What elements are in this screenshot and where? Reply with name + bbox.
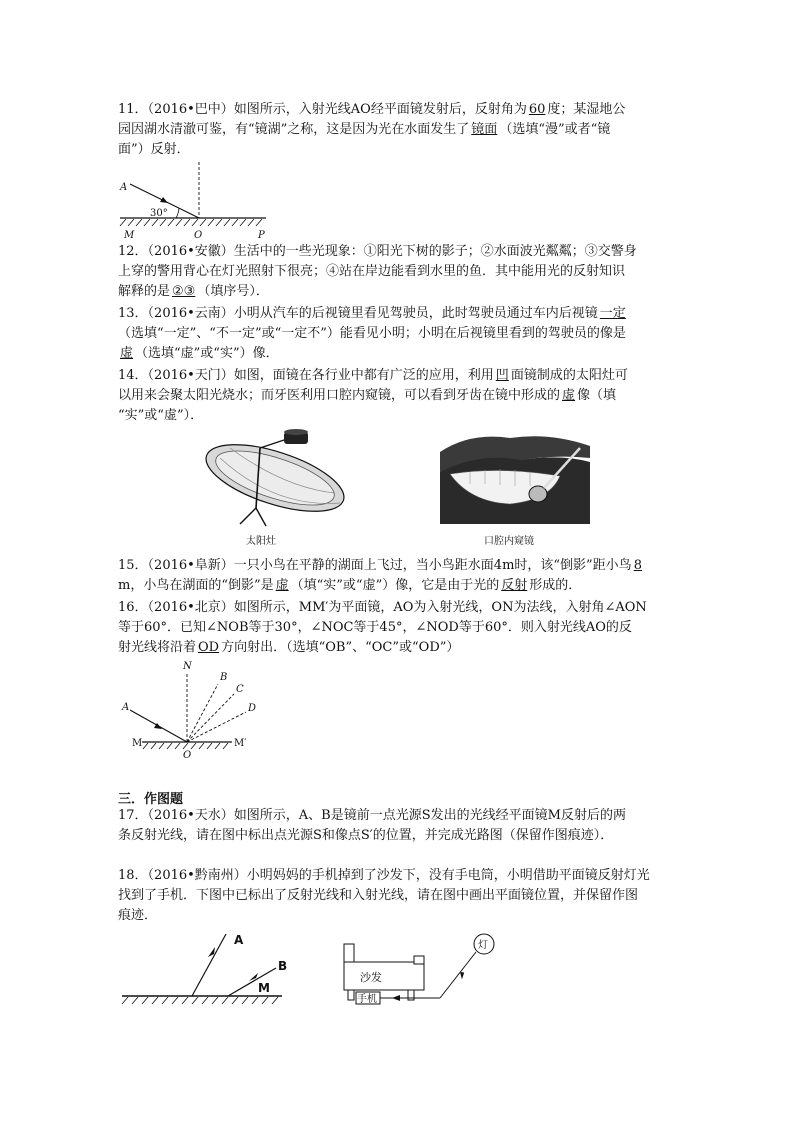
q13-line-1	[118, 306, 628, 322]
q12-text: 上穿的警用背心在灯光照射下很亮；④站在岸边能看到水里的鱼．其中能用光的反射知识	[118, 264, 626, 279]
q11-label-p: P	[258, 230, 265, 241]
q15-text: 形成的．	[529, 578, 582, 593]
q16-line-1	[118, 600, 647, 616]
q18-line-1	[118, 868, 650, 884]
q14-answer-1: 凹	[495, 368, 509, 383]
q15-answer-1: 8	[633, 558, 642, 573]
q18-text: 痕迹．	[118, 908, 158, 923]
q17-line-2	[118, 828, 613, 844]
q17-label-b: B	[278, 959, 288, 973]
q16-label-d: D	[248, 703, 257, 714]
q11-text: 园因湖水清澈可鉴，有“镜湖”之称，这是因为光在水面发生了	[118, 122, 470, 137]
q14-text: 以用来会聚太阳光烧水；而牙医利用口腔内窥镜，可以看到牙齿在镜中形成的	[118, 388, 561, 403]
section-title: 三．作图题	[118, 792, 184, 807]
q11-label-a: A	[120, 182, 128, 193]
q14-text: “实”或“虚”）．	[118, 408, 204, 423]
q18-text: 找到了手机．下图中已标出了反射光线和入射光线，请在图中画出平面镜位置，并保留作图	[118, 888, 639, 903]
q14-line-3	[118, 408, 203, 424]
q16-line-2	[118, 620, 632, 636]
q16-label-n: N	[183, 661, 192, 672]
dental-mirror-caption: 口腔内窥镜	[484, 536, 534, 547]
q15-line-1	[118, 558, 644, 574]
q15-answer-3: 反射	[501, 578, 528, 593]
q11-line-2	[118, 122, 610, 138]
q16-answer: OD	[198, 640, 220, 655]
q13-text: （选填“虚”或“实”）像．	[135, 346, 279, 361]
q18-line-2	[118, 888, 638, 904]
solar-cooker-caption: 太阳灶	[246, 536, 276, 547]
q16-text: 16．（2016•北京）如图所示，MM′为平面镜，AO为入射光线，ON为法线，入射角∠AON	[118, 600, 647, 615]
q17-line-1	[118, 808, 626, 824]
q17-text: 条反射光线，请在图中标出点光源S和像点S′的位置，并完成光路图（保留作图痕迹）．	[118, 828, 614, 843]
dental-mirror-figure	[440, 432, 590, 550]
phone-label: 手机	[357, 994, 377, 1005]
q14-text: 面镜制成的太阳灶可	[510, 368, 628, 383]
q13-answer-1: 一定	[599, 306, 626, 321]
q13-line-2	[118, 326, 626, 342]
q18-figure	[336, 930, 506, 1012]
q16-text: 射光线将沿着	[118, 640, 197, 655]
q15-text: 15．（2016•阜新）一只小鸟在平静的湖面上飞过，当小鸟距水面4m时，该“倒影”距小鸟	[118, 558, 632, 573]
q15-answer-2: 虚	[275, 578, 289, 593]
q12-text: （填序号）．	[197, 284, 269, 299]
q17-label-a: A	[234, 933, 244, 947]
q16-label-a: A	[122, 702, 130, 713]
q13-answer-2: 虚	[120, 346, 134, 361]
q11-text: 面”）反射．	[118, 142, 190, 157]
q16-label-b: B	[220, 672, 228, 683]
q13-line-3	[118, 346, 279, 362]
q16-label-c: C	[236, 684, 244, 695]
q13-text: （选填“一定”、“不一定”或“一定不”）能看见小明；小明在后视镜里看到的驾驶员的像是	[118, 326, 626, 341]
q14-line-1	[118, 368, 628, 384]
q12-text: 12．（2016•安徽）生活中的一些光现象：①阳光下树的影子；②水面波光粼粼；③交警身	[118, 244, 637, 259]
q14-text: 14．（2016•天门）如图，面镜在各行业中都有广泛的应用，利用	[118, 368, 494, 383]
q11-label-m: M	[124, 230, 135, 241]
q15-text: m，小鸟在湖面的“倒影”是	[118, 578, 274, 593]
q14-text: 像（填	[577, 388, 617, 403]
q17-label-m: M	[258, 981, 270, 995]
q12-text: 解释的是	[118, 284, 171, 299]
q11-figure	[116, 160, 276, 242]
q12-line-2	[118, 264, 625, 280]
q11-text: 度；某湿地公	[547, 102, 626, 117]
q16-figure	[116, 658, 276, 766]
q11-line-1	[118, 102, 625, 118]
q13-text: 13．（2016•云南）小明从汽车的后视镜里看见驾驶员，此时驾驶员通过车内后视镜	[118, 306, 598, 321]
q17-text: 17．（2016•天水）如图所示，A、B是镜前一点光源S发出的光线经平面镜M反射后的两	[118, 808, 626, 823]
q16-line-3	[118, 640, 459, 656]
q14-answer-2: 虚	[562, 388, 576, 403]
q15-text: （填“实”或“虚”）像，它是由于光的	[290, 578, 500, 593]
q11-answer-2: 镜面	[471, 122, 498, 137]
q11-text: 11．（2016•巴中）如图所示，入射光线AO经平面镜发射后，反射角为	[118, 102, 527, 117]
q11-text: （选填“漫”或者“镜	[499, 122, 611, 137]
q16-label-m-prime: M′	[234, 738, 247, 749]
q12-answer: ②③	[172, 284, 196, 299]
solar-cooker-figure	[200, 428, 350, 550]
q18-line-3	[118, 908, 157, 924]
q14-line-2	[118, 388, 616, 404]
q11-label-o: O	[194, 230, 203, 241]
q16-label-o: O	[183, 750, 192, 761]
q15-line-2	[118, 578, 581, 594]
q16-label-m: M	[132, 738, 143, 749]
q12-line-1	[118, 244, 637, 260]
q11-line-3	[118, 142, 190, 158]
q16-text: 方向射出．（选填“OB”、“OC”或“OD”）	[221, 640, 460, 655]
sofa-label: 沙发	[360, 971, 382, 984]
q11-answer-1: 60	[528, 102, 546, 117]
q12-line-3	[118, 284, 269, 300]
q18-text: 18．（2016•黔南州）小明妈妈的手机掉到了沙发下，没有手电筒，小明借助平面镜反射灯光	[118, 868, 650, 883]
q17-figure	[116, 930, 296, 1014]
lamp-label: 灯	[478, 940, 488, 951]
q11-label-angle: 30°	[150, 208, 168, 219]
q16-text: 等于60°．已知∠NOB等于30°，∠NOC等于45°，∠NOD等于60°．则入射光线AO的反	[118, 620, 632, 635]
